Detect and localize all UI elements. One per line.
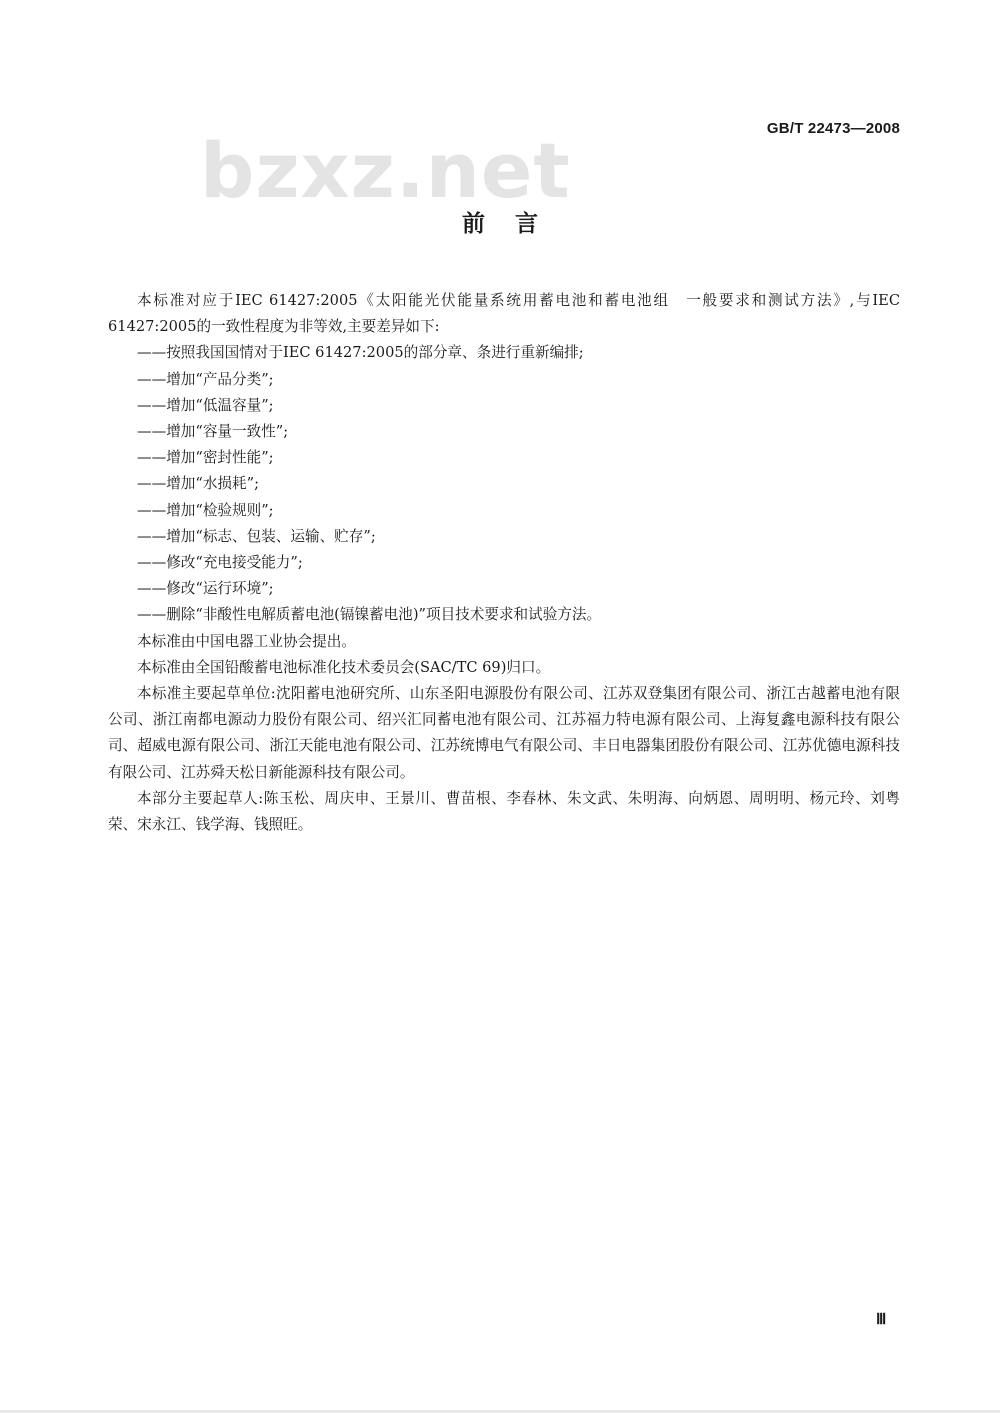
difference-item: ——增加“密封性能”; [137, 449, 274, 467]
difference-item: ——增加“检验规则”; [137, 501, 274, 519]
difference-item: ——修改“运行环境”; [137, 580, 274, 598]
difference-item: ——增加“水损耗”; [137, 475, 259, 493]
difference-item: ——增加“容量一致性”; [137, 423, 289, 441]
drafting-units-paragraph: 本标准主要起草单位:沈阳蓄电池研究所、山东圣阳电源股份有限公司、江苏双登集团有限公司、浙江古越蓄电池有限公司、浙江南都电源动力股份有限公司、绍兴汇同蓄电池有限公司、江苏福力特电源有限公司、上海复鑫电源科技有限公司、超威电源有限公司、浙江天能电池有限公司、江苏统博电气有限公司、丰日电器集团股份有限公司、江苏优德电源科技有限公司、江苏舜天松日新能源科技有限公司。 [108, 685, 900, 781]
page-number: Ⅲ [876, 1312, 887, 1328]
difference-item: ——增加“低温容量”; [137, 396, 274, 414]
page-title: 前言 [462, 211, 568, 237]
drafters-paragraph: 本部分主要起草人:陈玉松、周庆申、王景川、曹苗根、李春林、朱文武、朱明海、向炳恩、周明明、杨元玲、刘粤荣、宋永江、钱学海、钱照旺。 [108, 789, 900, 834]
difference-item: ——按照我国国情对于IEC 61427:2005的部分章、条进行重新编排; [137, 344, 584, 362]
foreword-body [108, 288, 900, 838]
intro-paragraph: 本标准对应于IEC 61427:2005《太阳能光伏能量系统用蓄电池和蓄电池组 一般要求和测试方法》,与IEC 61427:2005的一致性程度为非等效,主要差异如下: [108, 292, 900, 336]
standard-number: GB/T 22473—2008 [766, 120, 900, 137]
committee-paragraph: 本标准由全国铅酸蓄电池标准化技术委员会(SAC/TC 69)归口。 [137, 658, 551, 676]
watermark: bzxz.net [200, 126, 571, 215]
difference-item: ——修改“充电接受能力”; [137, 554, 303, 572]
difference-item: ——删除“非酸性电解质蓄电池(镉镍蓄电池)”项目技术要求和试验方法。 [137, 606, 602, 624]
difference-item: ——增加“标志、包装、运输、贮存”; [137, 527, 376, 545]
difference-item: ——增加“产品分类”; [137, 370, 274, 388]
proposer-paragraph: 本标准由中国电器工业协会提出。 [137, 632, 356, 650]
